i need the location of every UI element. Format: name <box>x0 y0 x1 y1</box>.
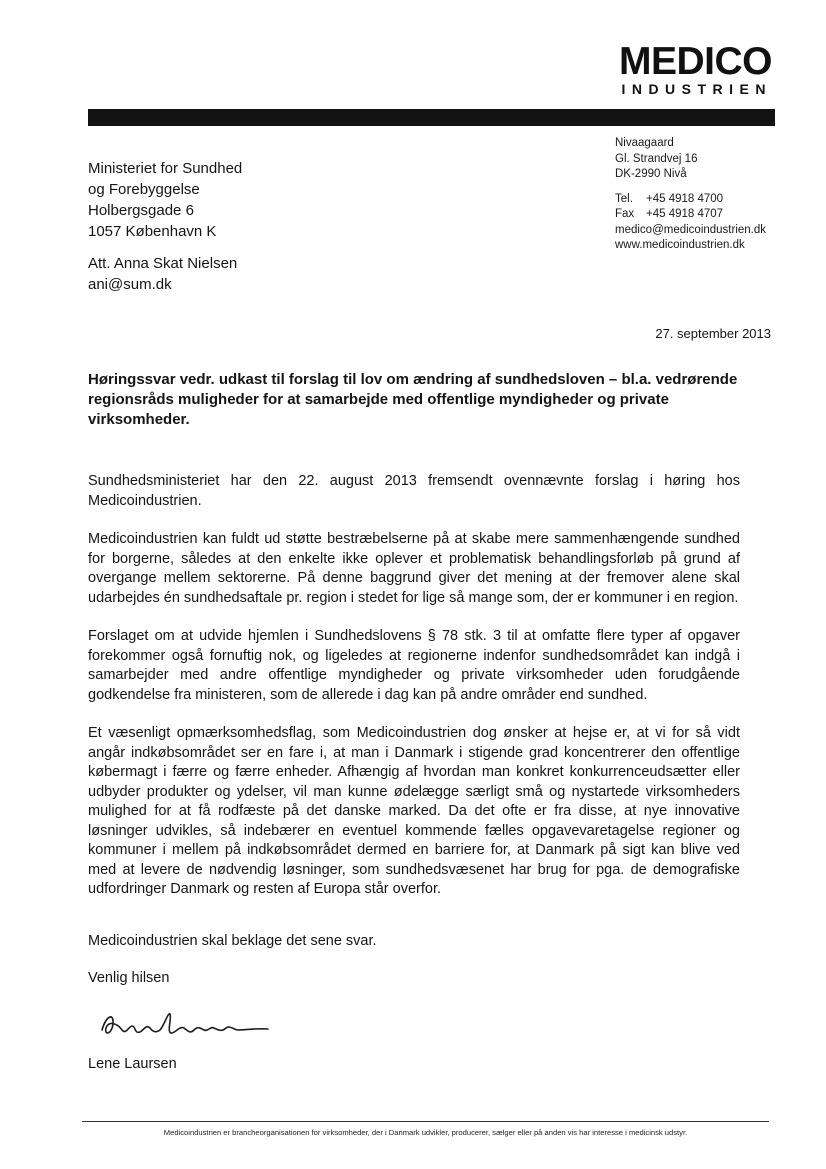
greeting: Venlig hilsen <box>88 970 170 986</box>
recipient-line: Ministeriet for Sundhed <box>88 160 243 177</box>
sender-fax <box>615 207 815 223</box>
sender-email: medico@medicoindustrien.dk <box>615 223 767 236</box>
closing-line: Medicoindustrien skal beklage det sene svar. <box>88 933 377 949</box>
phone-label: Tel. <box>615 192 633 205</box>
body-paragraph: Sundhedsministeriet har den 22. august 2013 fremsendt ovennævnte forslag i høring hos Medicoindustrien. <box>88 473 740 509</box>
letter-date: 27. september 2013 <box>655 326 771 341</box>
sender-address-block <box>615 136 815 254</box>
body-paragraph: Forslaget om at udvide hjemlen i Sundhedslovens § 78 stk. 3 til at omfatte flere typer af opgaver forekommer også fornuftig nok, og ligeledes at regionerne indenfor sundhedsområdet kan indgå i samarbejder med andre offentlige myndigheder og private virksomheder uden forudgående godkendelse fra ministeren, som de allerede i dag kan på andre områder end sundhed. <box>88 628 740 703</box>
recipient-line: og Forebyggelse <box>88 181 200 198</box>
recipient-line: Holbergsgade 6 <box>88 202 194 219</box>
fax-number: +45 4918 4707 <box>646 208 724 220</box>
recipient-address-block <box>88 158 488 242</box>
fax-label: Fax <box>615 208 635 220</box>
company-logo-subtitle: INDUSTRIEN <box>621 81 772 97</box>
sender-website: www.medicoindustrien.dk <box>615 239 745 251</box>
body-paragraph: Medicoindustrien kan fuldt ud støtte bestræbelserne på at skabe mere sammenhængende sundhed for borgerne, således at den enkelte ikke oplever et problematisk behandlingsforløb på grund af overgange mellem sektorerne. På denne baggrund giver det mening at der fremover alene skal udarbejdes én sundhedsaftale pr. region i stedet for lige så mange som, der er kommuner i en region. <box>88 531 740 606</box>
letter-subject: Høringssvar vedr. udkast til forslag til lov om ændring af sundhedsloven – bl.a. vedrørende regionsråds muligheder for at samarbejde med offentlige myndigheder og private virksomheder. <box>88 371 738 428</box>
footer-divider <box>82 1121 769 1122</box>
sender-street: Gl. Strandvej 16 <box>615 152 698 165</box>
sender-city: DK-2990 Nivå <box>615 168 687 180</box>
phone-number: +45 4918 4700 <box>646 192 724 205</box>
signer-name: Lene Laursen <box>88 1056 177 1072</box>
letter-body <box>88 472 740 919</box>
handwritten-signature <box>96 1000 276 1046</box>
attention-block <box>88 253 488 295</box>
sender-phone <box>615 192 815 208</box>
header-bar <box>88 109 775 126</box>
recipient-line: 1057 København K <box>88 223 217 240</box>
footer-text: Medicoindustrien er brancheorganisationen for virksomheder, der i Danmark udvikler, producerer, sælger eller på anden vis har interesse i medicinsk udstyr. <box>163 1128 688 1137</box>
attention-name: Att. Anna Skat Nielsen <box>88 255 238 272</box>
attention-email: ani@sum.dk <box>88 276 172 293</box>
sender-place: Nivaagaard <box>615 137 674 149</box>
body-paragraph: Et væsenligt opmærksomhedsflag, som Medicoindustrien dog ønsker at hejse er, at vi for så vidt angår indkøbsområdet ser en fare i, at man i Danmark i stigende grad koncentrerer den offentlige købermagt i færre og færre enheder. Afhængig af hvordan man konkret konkurrenceudsætter eller udbyder produkter og ydelser, vil man kunne ødelægge særligt små og nystartede virksomheders mulighed for at få rodfæste på det danske marked. Da det ofte er fra disse, at nye innovative løsninger udvikles, så indebærer en eventuel kommende fælles opgavevaretagelse regioner og kommuner i mellem på indkøbsområdet dermed en barriere for, at Danmark på sigt kan blive ved med at levere de nødvendig løsninger, som sundhedsvæsenet har brug for pga. de demografiske udfordringer Danmark og resten af Europa står overfor. <box>88 725 740 897</box>
company-logo: MEDICO <box>619 40 772 83</box>
